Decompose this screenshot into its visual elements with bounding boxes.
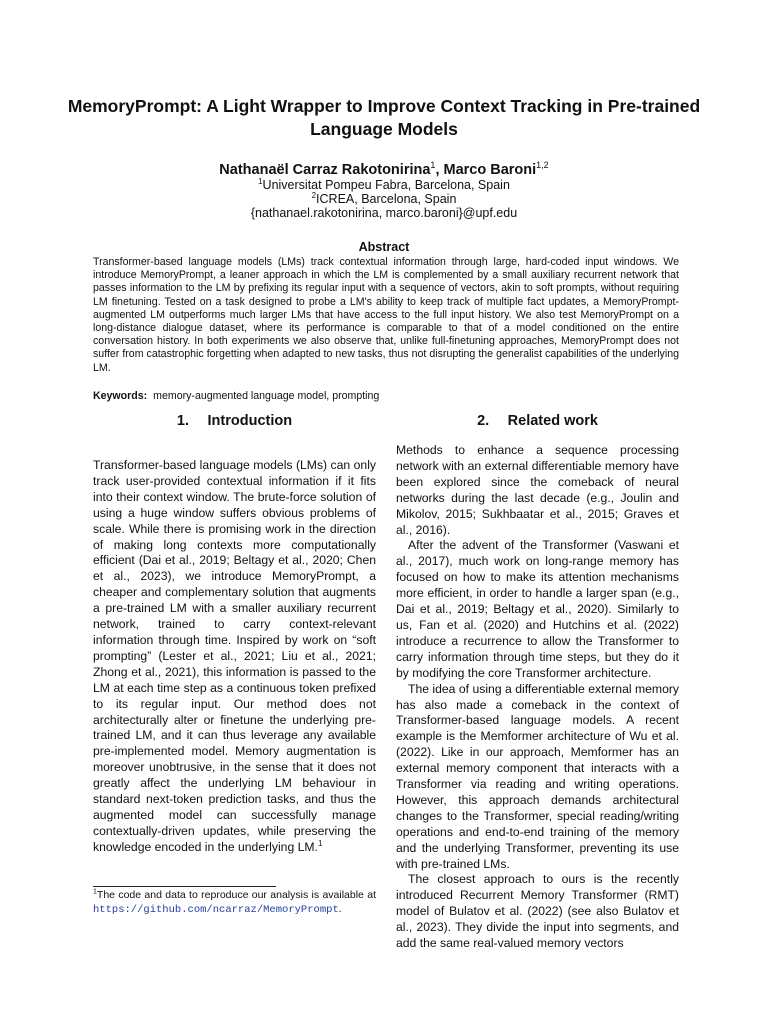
keywords xyxy=(93,390,679,403)
code-repository-link[interactable]: https://github.com/ncarraz/MemoryPrompt xyxy=(93,903,339,916)
footnote-marker[interactable]: 1 xyxy=(317,838,323,848)
author-list xyxy=(60,161,708,179)
affiliation-line xyxy=(60,192,708,206)
paragraph-text: Transformer-based language models (LMs) can only track user-provided contextual information if it fits into their context window. The brute-force solution of using a huge window suffers obvious problems of scale. While there is promising work in the direction of making long contexts more computationally efficient (Dai et al., 2019; Beltagy et al., 2020; Chen et al., 2023), we introduce MemoryPrompt, a cheaper and complementary solution that augments a pre-trained LM with a smaller auxiliary recurrent network, trained to carry context-relevant information through time. Inspired by work on “soft prompting” (Lester et al., 2021; Liu et al., 2021; Zhong et al., 2021), this information is passed to the LM at each time step as a continuous token prefixed to its regular input. Our method does not architecturally alter or finetune the underlying pre-trained LM, and it can thus leverage any available pre-implemented model. Memory augmentation is moreover unobtrusive, in the sense that it does not greatly affect the underlying LM behaviour in standard next-token prediction tasks, and thus the augmented model can successfully manage contextually-driven updates, while preserving the knowledge encoded in the underlying LM. xyxy=(93,458,376,854)
author-email xyxy=(60,206,708,220)
abstract-heading: Abstract xyxy=(358,240,410,254)
affiliation-text: ICREA, Barcelona, Spain xyxy=(316,192,457,206)
paragraph: After the advent of the Transformer (Vaswani et al., 2017), much work on long-range memory has focused on how to make its attention mechanisms more efficient, in order to handle a larger span (e.g., Dai et al., 2019; Beltagy et al., 2020). Similarly to us, Fan et al. (2020) and Hutchins et al. (2022) introduce a recurrence to allow the Transformer to carry information through time steps, but they do it by modifying the core Transformer architecture. xyxy=(396,538,679,680)
related-work-column xyxy=(396,443,679,952)
keywords-label: Keywords: xyxy=(93,390,148,402)
footnote-text: The code and data to reproduce our analysis is available at xyxy=(96,889,376,901)
footnote-rule xyxy=(93,886,276,887)
section-heading-related-work: 2. Related work xyxy=(477,413,598,429)
email-text: {nathanael.rakotonirina, marco.baroni}@upf.edu xyxy=(250,206,518,220)
introduction-column xyxy=(93,458,376,856)
paragraph: The idea of using a differentiable external memory has also made a comeback in the context of Transformer-based language models. A recent example is the Memformer architecture of Wu et al. (2022). Like in our approach, Memformer has an external memory component that interacts with a Transformer via reading and writing operations. However, this approach demands architectural changes to the Transformer, special reading/writing operations and end-to-end training of the memory and the underlying Transformer, preventing its use with pre-trained LMs. xyxy=(396,681,679,871)
footnote-mark: 1 xyxy=(93,888,97,896)
paper-title: MemoryPrompt: A Light Wrapper to Improve Context Tracking in Pre-trained Language Models xyxy=(67,96,701,139)
author-separator: , xyxy=(435,162,444,178)
abstract-body: Transformer-based language models (LMs) track contextual information through large, hard-coded input windows. We introduce MemoryPrompt, a leaner approach in which the LM is complemented by a small auxiliary recurrent network that passes information to the LM by prefixing its regular input with a sequence of vectors, akin to soft prompts, without requiring LM finetuning. Tested on a task designed to probe a LM's ability to keep track of multiple fact updates, a MemoryPrompt-augmented LM outperforms much larger LMs that have access to the full input history. We also test MemoryPrompt on a long-distance dialogue dataset, where its performance is comparable to that of a model conditioned on the entire conversation history. In both experiments we also observe that, unlike full-finetuning approaches, MemoryPrompt does not suffer from catastrophic forgetting when adapted to new tasks, thus not disrupting the generalist capabilities of the underlying LM. xyxy=(93,256,679,374)
affiliation-mark: 2 xyxy=(311,190,317,200)
footnote-period: . xyxy=(338,902,342,915)
footnote xyxy=(93,889,376,917)
affiliation-text: Universitat Pompeu Fabra, Barcelona, Spain xyxy=(262,178,510,192)
affiliation-mark: 1,2 xyxy=(536,160,549,171)
affiliation-line xyxy=(60,178,708,192)
affiliation-mark: 1 xyxy=(258,176,263,186)
paragraph: Methods to enhance a sequence processing network with an external differentiable memory have been explored since the comeback of neural networks during the last decade (e.g., Joulin and Mikolov, 2015; Sukhbaatar et al., 2015; Graves et al., 2016). xyxy=(396,443,679,537)
keywords-text: memory-augmented language model, prompting xyxy=(153,390,380,402)
paragraph xyxy=(93,458,376,856)
paragraph: The closest approach to ours is the recently introduced Recurrent Memory Transformer (RMT) model of Bulatov et al. (2022) (see also Bulatov et al., 2023). They divide the input into segments, and add the same real-valued memory vectors xyxy=(396,872,679,951)
affiliation-mark: 1 xyxy=(430,160,436,171)
author-name: Nathanaël Carraz Rakotonirina xyxy=(219,162,431,178)
author-name: Marco Baroni xyxy=(443,162,537,178)
section-heading-introduction: 1. Introduction xyxy=(176,413,293,429)
